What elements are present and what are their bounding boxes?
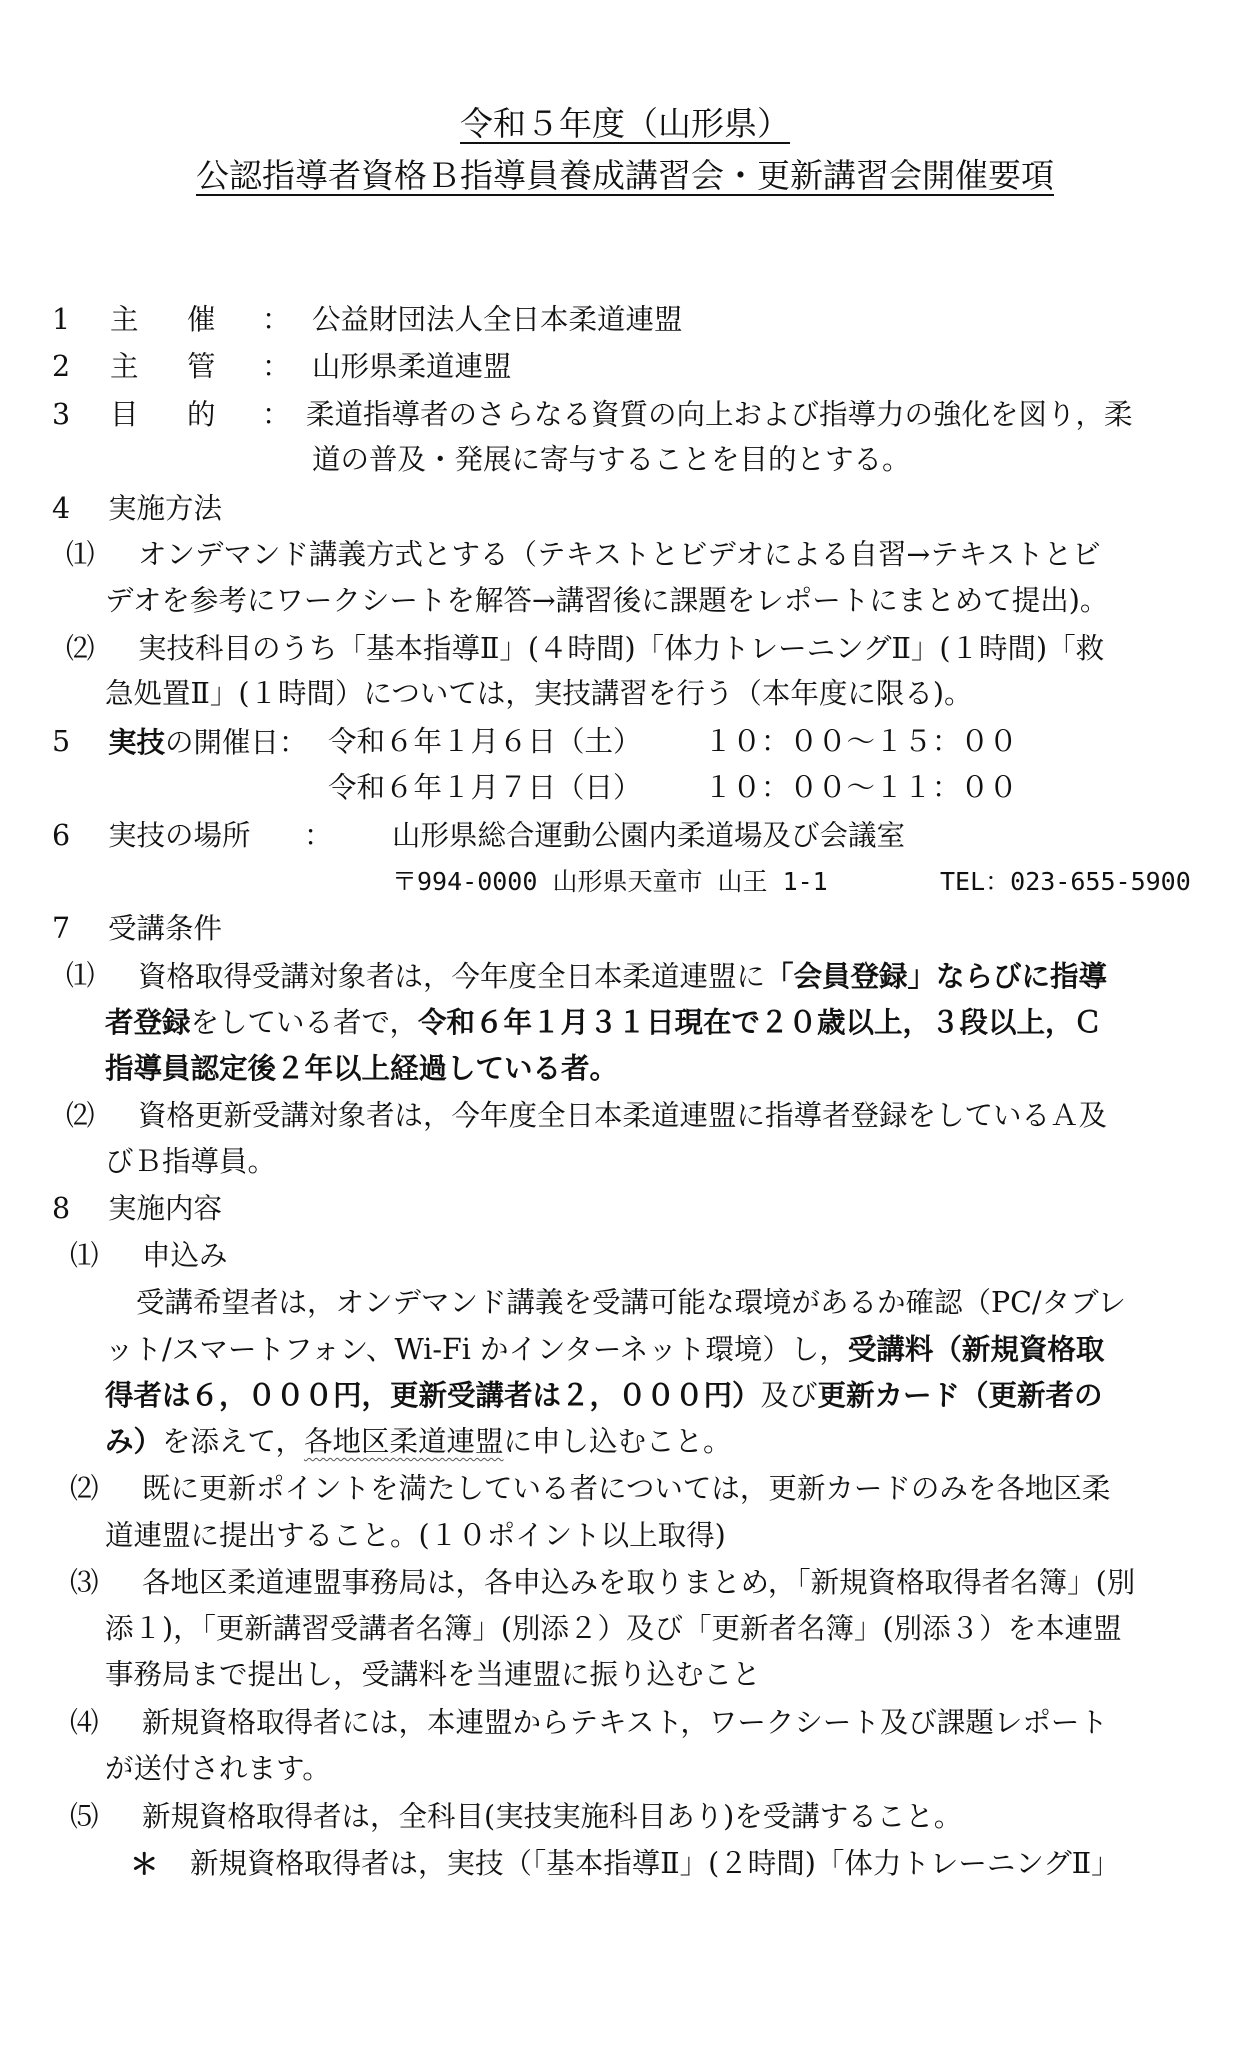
para-text: 及び: [760, 1379, 818, 1412]
address: 〒994-0000 山形県天童市 山王 1-1: [392, 867, 828, 896]
item-8-p1-line-2: [105, 1329, 1104, 1370]
date-2: 令和６年１月７日（日）: [328, 771, 642, 804]
venue: 山形県総合運動公園内柔道場及び会議室: [392, 819, 906, 852]
time-2: １０：００～１１：００: [704, 771, 1018, 804]
paren-marker: ⑷: [70, 1706, 97, 1739]
para-text-bold: 受講料（新規資格取: [847, 1332, 1105, 1366]
title-line-2: 公認指導者資格Ｂ指導員養成講習会・更新講習会開催要項: [196, 156, 1054, 195]
paren-marker: ⑵: [70, 1472, 97, 1505]
item-heading: 受講条件: [108, 912, 223, 945]
para-text-bold: 「会員登録」ならびに指導: [765, 959, 1108, 993]
item-heading: 実技の場所: [108, 819, 251, 852]
item-number: 3: [52, 398, 71, 431]
para-text-bold: 令和６年１月３１日現在で２０歳以上，３段以上，Ｃ: [417, 1005, 1102, 1039]
para-text: ット/スマートフォン、Wi-Fi かインターネット環境）し，: [105, 1333, 848, 1366]
item-colon: ：: [262, 350, 291, 383]
para-text: 各地区柔道連盟事務局は，各申込みを取りまとめ，「新規資格取得者名簿」(別: [142, 1566, 1136, 1599]
item-8-p5: [70, 1797, 963, 1837]
item-8-p2-cont: 道連盟に提出すること。(１０ポイント以上取得): [105, 1519, 726, 1552]
item-8-p3-cont-2: 事務局まで提出し，受講料を当連盟に振り込むこと: [105, 1658, 761, 1691]
para-text-bold: 更新カード（更新者の: [817, 1378, 1103, 1412]
item-number: 6: [52, 819, 71, 852]
item-heading: 実施方法: [108, 492, 223, 525]
para-text: を添えて，: [162, 1425, 304, 1458]
item-4-p2: [66, 629, 1105, 669]
item-7-p2: [66, 1096, 1108, 1136]
item-7-p1-cont-2: 指導員認定後２年以上経過している者。: [105, 1051, 619, 1085]
paren-marker: ⑸: [70, 1800, 97, 1833]
item-8-p1-line-4: [105, 1421, 731, 1462]
item-8-p3: [70, 1563, 1136, 1603]
item-colon: ：: [262, 303, 291, 336]
item-8-p1-line-1: 受講希望者は，オンデマンド講義を受講可能な環境があるか確認（PC/タブレ: [136, 1286, 1126, 1319]
item-7-p1-cont: [105, 1002, 1102, 1043]
item-colon: ：: [304, 819, 333, 852]
item-8-p1: [70, 1236, 228, 1276]
para-text: 新規資格取得者は，全科目(実技実施科目あり)を受講すること。: [142, 1800, 963, 1833]
asterisk-marker: ＊: [130, 1847, 159, 1881]
item-heading: の開催日：: [165, 726, 308, 759]
item-7-p1: [66, 956, 1108, 996]
item-number: 1: [52, 303, 71, 336]
item-4-p1-cont: デオを参考にワークシートを解答→講習後に課題をレポートにまとめて提出)。: [105, 584, 1109, 617]
item-8-p4: [70, 1703, 1108, 1743]
item-number: 4: [52, 492, 71, 525]
item-number: 8: [52, 1192, 71, 1225]
note-text: 新規資格取得者は，実技（「基本指導Ⅱ」(２時間)「体力トレーニングⅡ」: [190, 1847, 1120, 1880]
item-number: 2: [52, 350, 71, 383]
item-7-p2-cont: びＢ指導員。: [105, 1145, 277, 1178]
item-number: 7: [52, 912, 71, 945]
para-text: 既に更新ポイントを満たしている者については，更新カードのみを各地区柔: [142, 1472, 1111, 1505]
title-line-1: 令和５年度（山形県）: [460, 104, 790, 143]
item-8-p1-line-3: [105, 1375, 1103, 1416]
paren-marker: ⑶: [70, 1566, 97, 1599]
date-1: 令和６年１月６日（土）: [328, 725, 642, 758]
para-text: 新規資格取得者には，本連盟からテキスト，ワークシート及び課題レポート: [142, 1706, 1108, 1739]
item-value: 柔道指導者のさらなる資質の向上および指導力の強化を図り，柔: [306, 398, 1133, 431]
item-8-note: [130, 1844, 1120, 1885]
item-3-value-cont: 道の普及・発展に寄与することを目的とする。: [312, 443, 911, 476]
para-text: 資格更新受講対象者は，今年度全日本柔道連盟に指導者登録をしているＡ及: [138, 1099, 1108, 1132]
para-text-wavy-underline: 各地区柔道連盟: [303, 1425, 504, 1458]
paren-marker: ⑵: [66, 1099, 93, 1132]
item-8-p3-cont: 添１)，「更新講習受講者名簿」(別添２）及び「更新者名簿」(別添３）を本連盟: [105, 1612, 1122, 1645]
para-text-bold: 者登録: [105, 1005, 191, 1039]
item-8-p2: [70, 1469, 1111, 1509]
paren-marker: ⑴: [66, 538, 93, 571]
telephone: TEL：023-655-5900: [940, 867, 1191, 896]
item-8-p4-cont: が送付されます。: [105, 1752, 331, 1785]
item-label: 主 催: [110, 303, 226, 336]
para-text-bold: 得者は６，０００円，更新受講者は２，０００円）: [105, 1378, 761, 1412]
item-4-p2-cont: 急処置Ⅱ」(１時間）については，実技講習を行う（本年度に限る)。: [105, 677, 973, 710]
item-number: 5: [52, 725, 71, 758]
paren-marker: ⑵: [66, 632, 93, 665]
item-value: 山形県柔道連盟: [312, 350, 512, 383]
item-heading: 実施内容: [108, 1192, 223, 1225]
item-heading-bold: 実技: [108, 725, 166, 759]
item-colon: ：: [262, 398, 291, 431]
item-label: 目 的: [110, 398, 226, 431]
para-text: 実技科目のうち「基本指導Ⅱ」(４時間)「体力トレーニングⅡ」(１時間)「救: [138, 632, 1105, 665]
item-4-p1: [66, 535, 1101, 575]
paren-marker: ⑴: [70, 1239, 97, 1272]
para-heading: 申込み: [142, 1239, 228, 1272]
para-text: に申し込むこと。: [503, 1425, 732, 1458]
para-text: オンデマンド講義方式とする（テキストとビデオによる自習→テキストとビ: [138, 538, 1101, 571]
para-text-bold: み）: [105, 1424, 163, 1458]
item-value: 公益財団法人全日本柔道連盟: [312, 303, 683, 336]
para-text: 資格取得受講対象者は，今年度全日本柔道連盟に: [138, 960, 766, 993]
paren-marker: ⑴: [66, 959, 93, 992]
time-1: １０：００～１５：００: [704, 725, 1018, 758]
para-text: をしている者で，: [190, 1006, 418, 1039]
item-label: 主 管: [110, 350, 226, 383]
